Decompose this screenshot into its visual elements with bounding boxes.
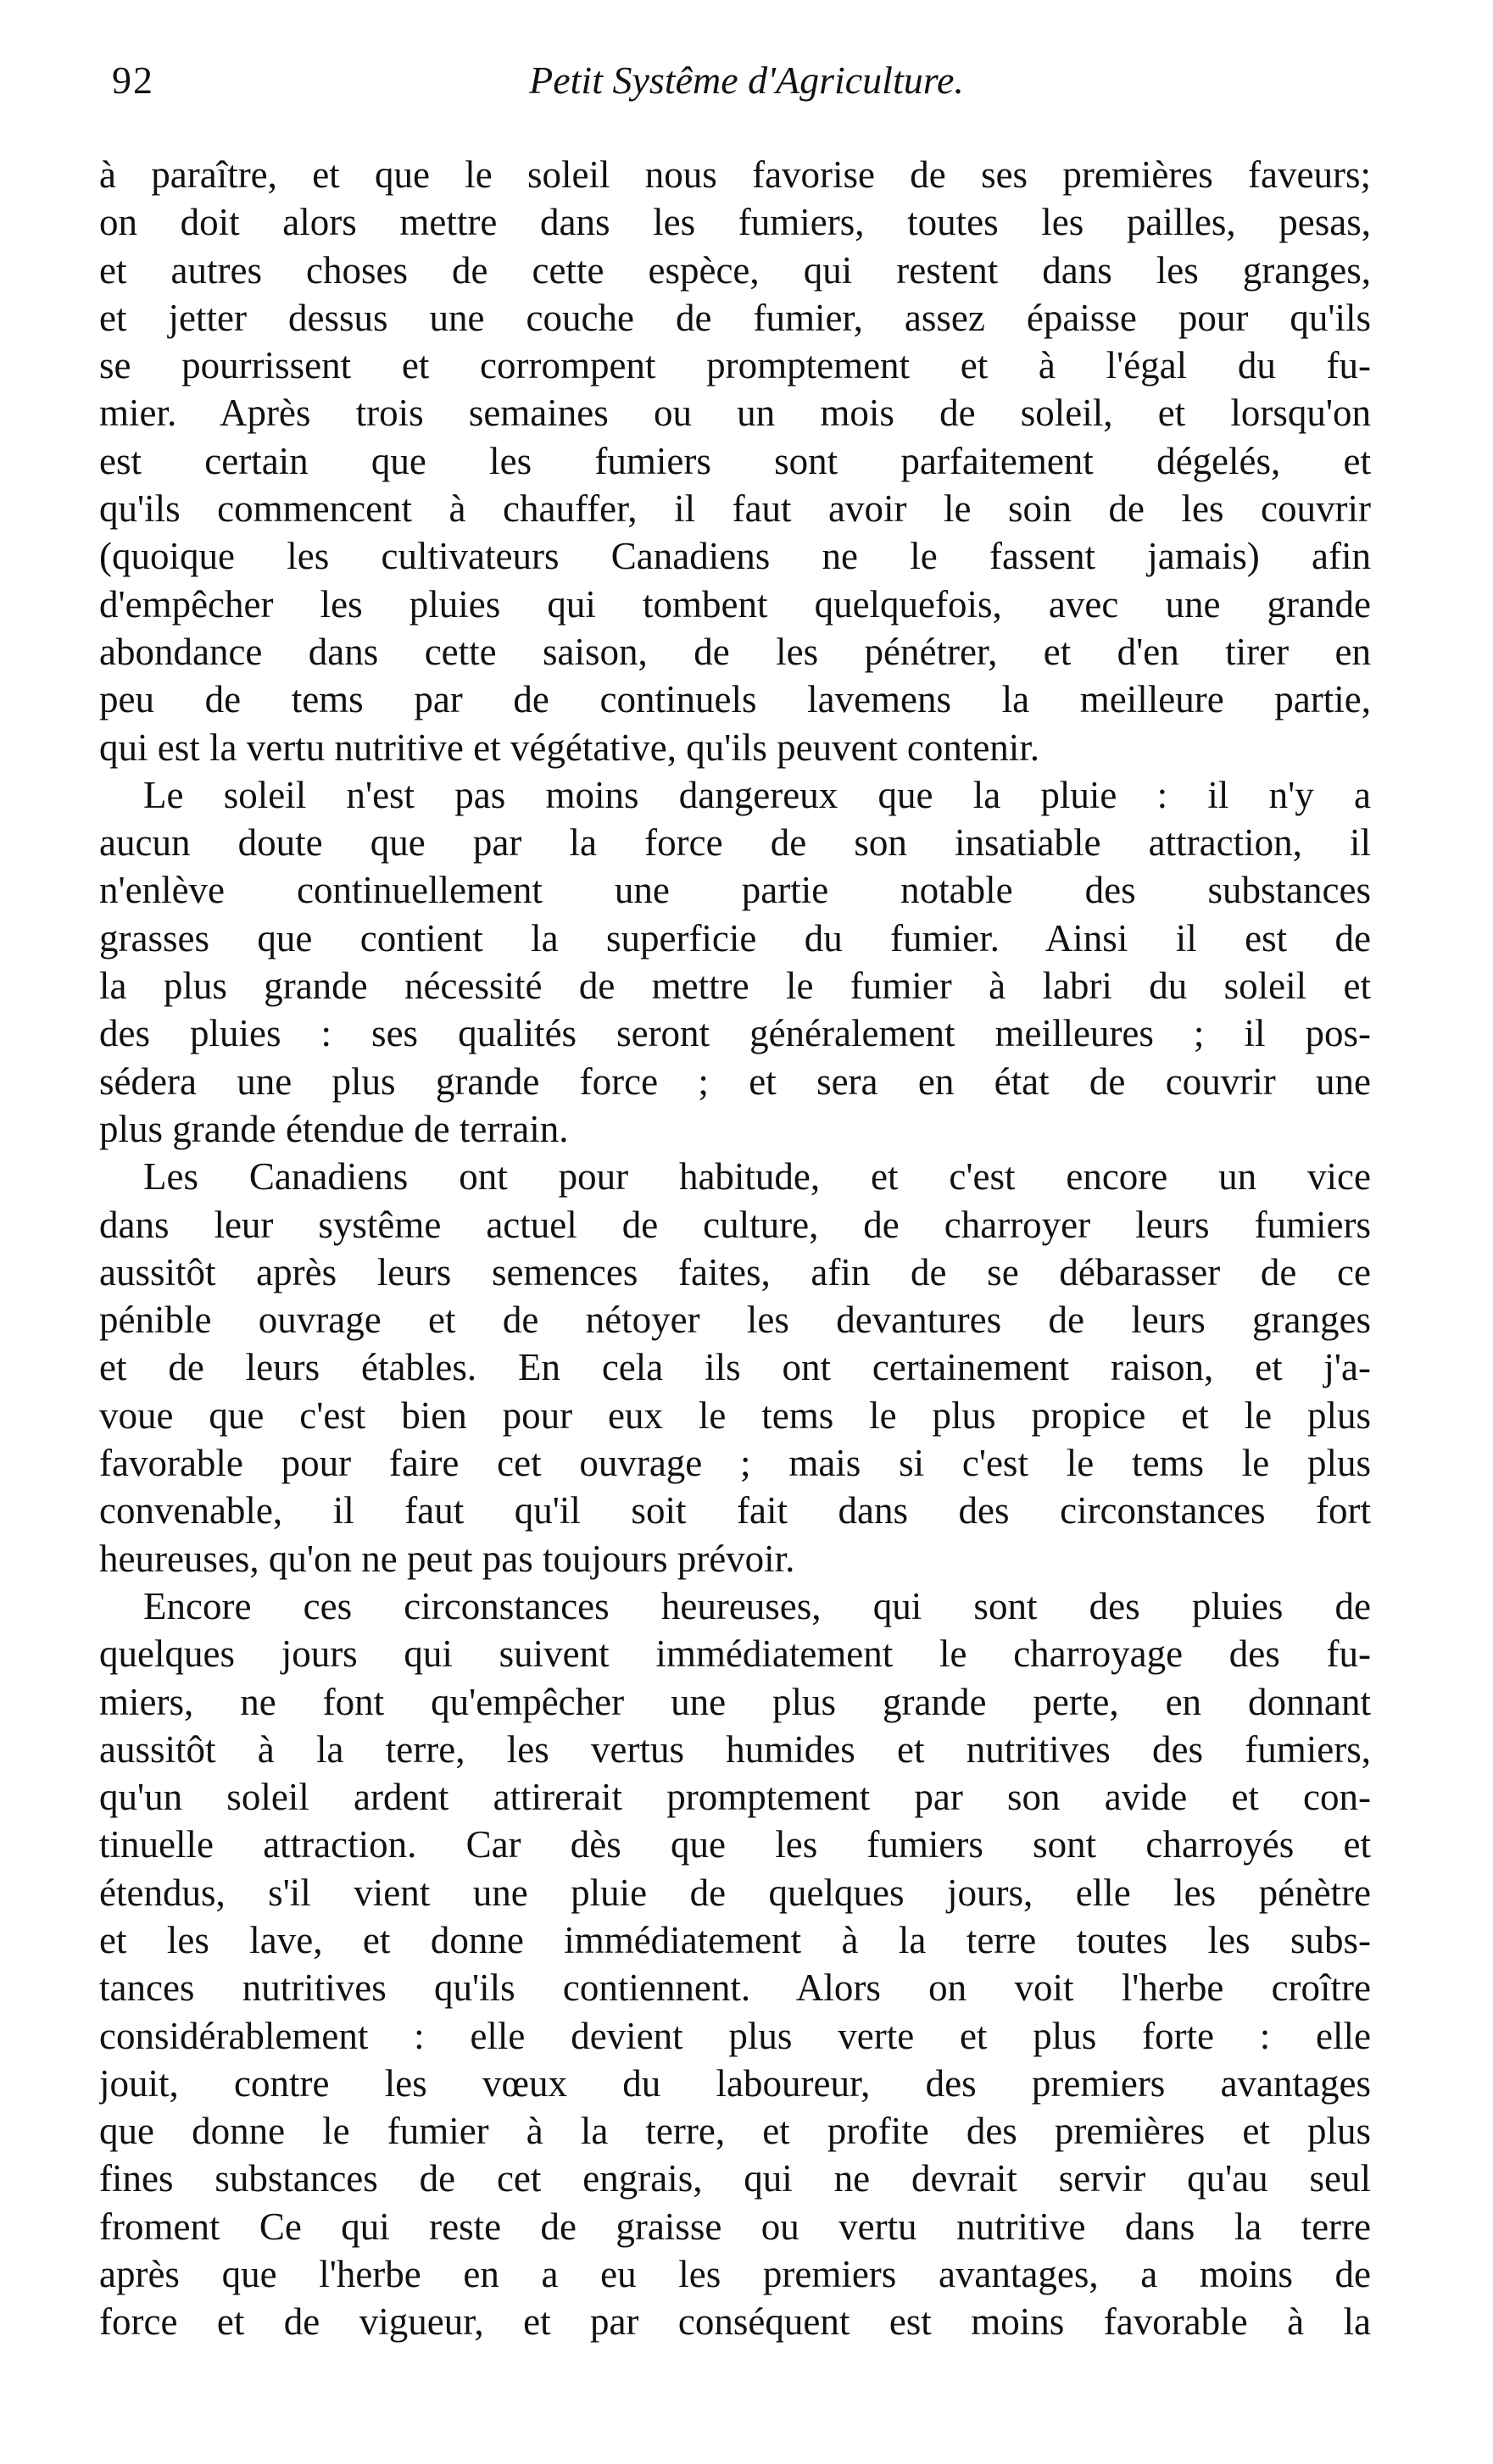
- body-text: [99, 151, 1371, 2346]
- text-line: n'enlève continuellement une partie notable des substances: [99, 869, 1371, 912]
- text-line: mier. Après trois semaines ou un mois de soleil, et lorsqu'on: [99, 392, 1371, 435]
- running-title: Petit Systême d'Agriculture.: [529, 58, 964, 102]
- text-line: peu de tems par de continuels lavemens la meilleure partie,: [99, 678, 1371, 721]
- page-number: 92: [112, 58, 154, 102]
- running-head: [0, 58, 1493, 117]
- text-line: aucun doute que par la force de son insatiable attraction, il: [99, 821, 1371, 865]
- text-line: grasses que contient la superficie du fumier. Ainsi il est de: [99, 916, 1371, 959]
- text-line: Encore ces circonstances heureuses, qui sont des pluies de: [143, 1584, 1371, 1627]
- text-line: Le soleil n'est pas moins dangereux que la pluie : il n'y a: [143, 773, 1371, 816]
- text-line: aussitôt après leurs semences faites, afin de se débarasser de ce: [99, 1250, 1371, 1293]
- text-line: voue que c'est bien pour eux le tems le plus propice et le plus: [99, 1393, 1371, 1437]
- text-line: et les lave, et donne immédiatement à la terre toutes les subs-: [99, 1918, 1371, 1961]
- text-line: est certain que les fumiers sont parfaitement dégelés, et: [99, 439, 1371, 482]
- text-line: fines substances de cet engrais, qui ne devrait servir qu'au seul: [99, 2157, 1371, 2200]
- text-line: abondance dans cette saison, de les pénétrer, et d'en tirer en: [99, 630, 1371, 673]
- text-line: froment Ce qui reste de graisse ou vertu nutritive dans la terre: [99, 2205, 1371, 2248]
- text-line: considérablement : elle devient plus verte et plus forte : elle: [99, 2014, 1371, 2057]
- text-line: favorable pour faire cet ouvrage ; mais si c'est le tems le plus: [99, 1442, 1371, 1485]
- text-line: qu'ils commencent à chauffer, il faut avoir le soin de les couvrir: [99, 487, 1371, 531]
- text-line: aussitôt à la terre, les vertus humides et nutritives des fumiers,: [99, 1727, 1371, 1771]
- text-line: tances nutritives qu'ils contiennent. Alors on voit l'herbe croître: [99, 1966, 1371, 2010]
- text-line: et jetter dessus une couche de fumier, assez épaisse pour qu'ils: [99, 296, 1371, 339]
- text-line: dans leur systême actuel de culture, de charroyer leurs fumiers: [99, 1203, 1371, 1246]
- text-line: d'empêcher les pluies qui tombent quelquefois, avec une grande: [99, 582, 1371, 626]
- text-line: force et de vigueur, et par conséquent est moins favorable à la: [99, 2300, 1371, 2344]
- text-line: miers, ne font qu'empêcher une plus grande perte, en donnant: [99, 1680, 1371, 1723]
- text-line: à paraître, et que le soleil nous favorise de ses premières faveurs;: [99, 153, 1371, 196]
- text-line: étendus, s'il vient une pluie de quelques jours, elle les pénètre: [99, 1871, 1371, 1914]
- text-line: qui est la vertu nutritive et végétative, qu'ils peuvent contenir.: [99, 726, 1040, 769]
- text-line: se pourrissent et corrompent promptement et à l'égal du fu-: [99, 344, 1371, 387]
- text-line: heureuses, qu'on ne peut pas toujours prévoir.: [99, 1537, 795, 1580]
- text-line: après que l'herbe en a eu les premiers avantages, a moins de: [99, 2253, 1371, 2296]
- text-line: convenable, il faut qu'il soit fait dans des circonstances fort: [99, 1489, 1371, 1532]
- text-line: Les Canadiens ont pour habitude, et c'est encore un vice: [143, 1155, 1371, 1199]
- text-line: jouit, contre les vœux du laboureur, des premiers avantages: [99, 2061, 1371, 2105]
- text-line: on doit alors mettre dans les fumiers, toutes les pailles, pesas,: [99, 201, 1371, 244]
- text-line: plus grande étendue de terrain.: [99, 1107, 569, 1150]
- text-line: quelques jours qui suivent immédiatement le charroyage des fu-: [99, 1632, 1371, 1676]
- text-line: pénible ouvrage et de nétoyer les devantures de leurs granges: [99, 1299, 1371, 1342]
- text-line: et autres choses de cette espèce, qui restent dans les granges,: [99, 248, 1371, 292]
- text-line: la plus grande nécessité de mettre le fumier à labri du soleil et: [99, 965, 1371, 1008]
- text-line: qu'un soleil ardent attirerait promptement par son avide et con-: [99, 1776, 1371, 1819]
- text-line: des pluies : ses qualités seront généralement meilleures ; il pos-: [99, 1012, 1371, 1055]
- text-line: (quoique les cultivateurs Canadiens ne le fassent jamais) afin: [99, 535, 1371, 578]
- text-line: tinuelle attraction. Car dès que les fumiers sont charroyés et: [99, 1823, 1371, 1866]
- text-line: et de leurs étables. En cela ils ont certainement raison, et j'a-: [99, 1346, 1371, 1389]
- text-line: que donne le fumier à la terre, et profite des premières et plus: [99, 2110, 1371, 2153]
- text-line: sédera une plus grande force ; et sera en état de couvrir une: [99, 1060, 1371, 1103]
